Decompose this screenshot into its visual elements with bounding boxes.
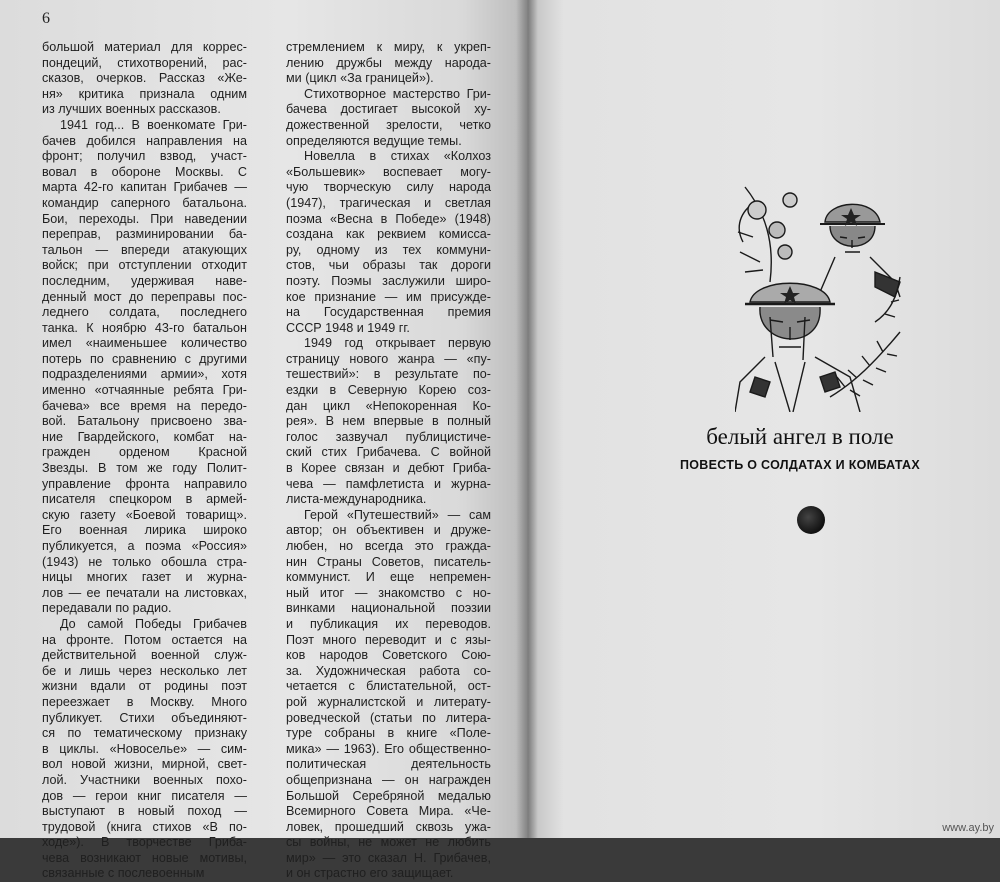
text-line: трудовой (книга стихов «В по- (42, 819, 247, 834)
text-line: ский стих Грибачева. С войной (286, 445, 491, 460)
text-line: поэма «Весна в Победе» (1948) (286, 211, 491, 226)
text-line: бе и лишь через несколько лет (42, 663, 247, 678)
text-line: кое признание — им присужде- (286, 289, 491, 304)
text-line: последним, удерживая наве- (42, 273, 247, 288)
text-line: 1949 год открывает первую (304, 336, 491, 351)
text-line: жизни вдали от родины поэт (42, 679, 247, 694)
text-line: чева — памфлетиста и журна- (286, 476, 491, 491)
text-line: на фронте. Потом остается на (42, 632, 247, 647)
text-line: листа-международника. (286, 492, 427, 507)
text-line: рой журналистской и литерату- (286, 694, 491, 709)
text-line: дан цикл «Непокоренная Ко- (286, 398, 491, 413)
text-line: танка. К ноябрю 43-го батальон (42, 320, 247, 335)
book-subtitle: ПОВЕСТЬ О СОЛДАТАХ И КОМБАТАХ (679, 458, 921, 472)
text-line: денный мост до переправы пос- (42, 289, 247, 304)
text-line: автор; он объективен и друже- (286, 523, 491, 538)
page-number: 6 (42, 10, 50, 27)
text-line: (1943) не только обошла стра- (42, 554, 247, 569)
text-line: Звезды. В том же году Полит- (42, 461, 247, 476)
text-line: четается с блистательной, ост- (286, 679, 491, 694)
text-line: Бои, переходы. При наведении (42, 211, 247, 226)
text-line: бачева достигает высокой ху- (286, 102, 491, 117)
text-line: действительной военной служ- (42, 648, 247, 663)
text-line: в циклы. «Новоселье» — сим- (42, 741, 247, 756)
text-line: Его военная лирика широко (42, 523, 247, 538)
text-line: СССР 1948 и 1949 гг. (286, 320, 410, 335)
text-line: чева возникают новые мотивы, (42, 850, 247, 865)
text-line: ловек, прошедший сквозь ужа- (286, 819, 491, 834)
decorative-dot (797, 506, 825, 534)
text-line: ми (цикл «За границей»). (286, 71, 434, 86)
text-line: Большой Серебряной медалью (286, 788, 491, 803)
text-line: марта 42-го капитан Грибачев — (42, 180, 247, 195)
text-line: в Корее связан и дебют Гриба- (286, 461, 491, 476)
text-line: выступают в новый поход — (42, 804, 247, 819)
text-line: ездки в Северную Корею соз- (286, 383, 491, 398)
text-line: лой. Участники военных похо- (42, 772, 247, 787)
text-line: бачева» все время на передо- (42, 398, 247, 413)
text-line: ня» критика признала одним (42, 86, 247, 101)
text-line: передавали по радио. (42, 601, 172, 616)
text-line: поэту. Поэмы заслужили широ- (286, 273, 491, 288)
text-line: войск; при отступлении отходит (42, 258, 247, 273)
text-line: страницу нового жанра — «пу- (286, 351, 491, 366)
text-line: мир» — это сказал Н. Грибачев, (286, 850, 491, 865)
text-line: До самой Победы Грибачев (60, 616, 247, 631)
text-line: вовал в обороне Москвы. С (42, 164, 247, 179)
text-line: роведческой (статьи по литера- (286, 710, 491, 725)
text-line: вол новой жизни, мирной, свет- (42, 757, 247, 772)
text-line: тальон — впереди атакующих (42, 242, 247, 257)
text-line: стов, чьи образы так дороги (286, 258, 491, 273)
book-gutter (516, 0, 538, 838)
text-line: Новелла в стихах «Колхоз (304, 149, 491, 164)
watermark: www.ay.by (942, 822, 994, 834)
text-line: туре собраны в книге «Поле- (286, 726, 491, 741)
text-line: создана как реквием комисса- (286, 227, 491, 242)
text-line: имел «наименьшее количество (42, 336, 247, 351)
text-line: лению дружбы между народа- (286, 55, 491, 70)
text-line: на Государственная премия (286, 305, 491, 320)
text-line: публикуется, а поэма «Россия» (42, 539, 247, 553)
text-line: «Большевик» воспевает могу- (286, 164, 491, 179)
text-line: вой. Батальону присвоено зва- (42, 414, 247, 429)
text-column-2 (286, 40, 491, 882)
text-line: лов — ее печатали на листовках, (42, 585, 247, 600)
text-line: голос зазвучал публицистиче- (286, 429, 491, 444)
text-line: тешествий»: в результате по- (286, 367, 491, 382)
text-line: переправ, разминировании ба- (42, 227, 247, 242)
text-line: Стихотворное мастерство Гри- (304, 86, 491, 101)
text-line: большой материал для коррес- (42, 40, 247, 54)
book-title: белый ангел в поле (706, 424, 894, 449)
text-line: и публикация их переводов. (286, 616, 491, 631)
text-line: любен, но всегда это гражда- (286, 539, 491, 553)
text-line: чую творческую силу народа (286, 180, 491, 195)
text-line: ся по тематическому признаку (42, 726, 247, 741)
text-line: фронт; получил взвод, участ- (42, 149, 247, 164)
text-line: 1941 год... В военкомате Гри- (60, 117, 247, 132)
text-line: общепризнана — он награжден (286, 772, 491, 787)
soldiers-illustration (735, 182, 905, 412)
text-line: переезжает в Москву. Много (42, 694, 247, 709)
text-line: ков народов Советского Сою- (286, 648, 491, 663)
text-line: Поэт много переводит и с язы- (286, 632, 491, 647)
text-line: ру, одному из тех коммуни- (286, 242, 491, 257)
text-line: нин Страны Советов, писатель- (286, 554, 491, 569)
text-line: подразделениями армии», хотя (42, 367, 247, 382)
text-line: из лучших военных рассказов. (42, 102, 221, 117)
text-line: бачев добился направления на (42, 133, 247, 148)
text-line: Всемирного Совета Мира. «Че- (286, 804, 491, 819)
text-line: коммунист. И еще непремен- (286, 570, 491, 585)
text-line: винками национальной поэзии (286, 601, 491, 616)
text-line: скую газету «Боевой товарищ». (42, 507, 247, 522)
text-line: ходе»). В творчестве Гриба- (42, 835, 247, 850)
text-line: писателя спецкором в армей- (42, 492, 247, 507)
text-line: управление фронта направило (42, 476, 247, 491)
text-line: политическая деятельность (286, 757, 491, 772)
text-line: гражден орденом Красной (42, 445, 247, 460)
text-line: дожественной зрелости, четко (286, 117, 491, 132)
text-line: потерь по сравнению с другими (42, 351, 247, 366)
text-column-1 (42, 40, 247, 882)
text-line: за. Художническая работа со- (286, 663, 491, 678)
text-line: рея». В нем впервые в полный (286, 414, 491, 429)
text-line: ный итог — знакомство с но- (286, 585, 491, 600)
text-line: ницы многих газет и журна- (42, 570, 247, 585)
text-line: сы войны, не может не любить (286, 835, 491, 850)
text-line: мика» — 1963). Его общественно- (286, 741, 491, 756)
text-line: ние Гвардейского, комбат на- (42, 429, 247, 444)
text-line: командир саперного батальона. (42, 195, 247, 210)
text-line: (1947), трагическая и светлая (286, 195, 491, 210)
text-line: стремлением к миру, к укреп- (286, 40, 491, 54)
text-line: публикует. Стихи объединяют- (42, 710, 247, 725)
text-line: и он страстно его защищает. (286, 866, 454, 881)
text-line: именно «отчаянные ребята Гри- (42, 383, 247, 398)
text-line: леднего солдата, последнего (42, 305, 247, 320)
text-line: сказов, очерков. Рассказ «Же- (42, 71, 247, 86)
text-line: связанные с послевоенным (42, 866, 205, 881)
text-line: Герой «Путешествий» — сам (304, 507, 491, 522)
right-page (526, 0, 1000, 838)
text-line: пондеций, стихотворений, рас- (42, 55, 247, 70)
text-line: определяются ведущие темы. (286, 133, 462, 148)
text-line: дов — герои книг писателя — (42, 788, 247, 803)
